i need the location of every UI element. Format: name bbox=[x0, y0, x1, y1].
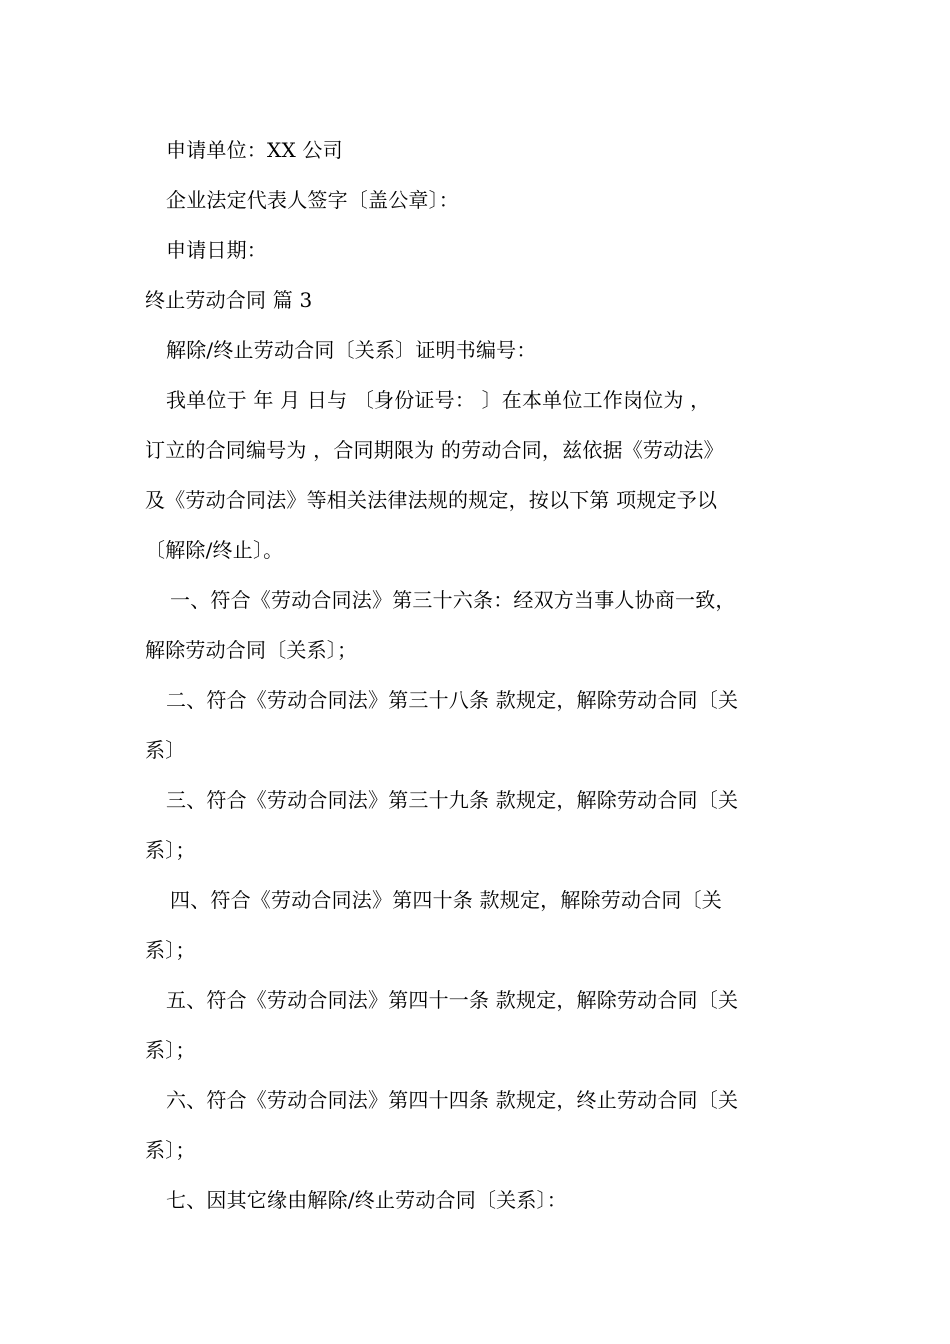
clause-item-5-cont: 系〕； bbox=[145, 1038, 196, 1062]
application-date-line: 申请日期： bbox=[166, 238, 267, 262]
clause-item-1-cont: 解除劳动合同〔关系〕； bbox=[145, 638, 358, 662]
clause-item-6-cont: 系〕； bbox=[145, 1138, 196, 1162]
clause-item-3-cont: 系〕； bbox=[145, 838, 196, 862]
legal-representative-line: 企业法定代表人签字〔盖公章〕： bbox=[166, 188, 459, 212]
paragraph-line: 及《劳动合同法》等相关法律法规的规定，按以下第 项规定予以 bbox=[145, 488, 718, 512]
clause-item-5: 五、符合《劳动合同法》第四十一条 款规定，解除劳动合同〔关 bbox=[166, 988, 739, 1012]
paragraph-line: 我单位于 年 月 日与 〔身份证号： 〕在本单位工作岗位为 ， bbox=[166, 388, 711, 412]
clause-item-4-cont: 系〕； bbox=[145, 938, 196, 962]
applicant-unit-line: 申请单位：XX 公司 bbox=[166, 138, 343, 162]
clause-item-6: 六、符合《劳动合同法》第四十四条 款规定，终止劳动合同〔关 bbox=[166, 1088, 739, 1112]
section-heading: 终止劳动合同 篇 3 bbox=[145, 288, 313, 312]
clause-item-7: 七、因其它缘由解除/终止劳动合同〔关系〕： bbox=[166, 1188, 567, 1212]
paragraph-line: 订立的合同编号为 ，合同期限为 的劳动合同，兹依据《劳动法》 bbox=[145, 438, 724, 462]
clause-item-3: 三、符合《劳动合同法》第三十九条 款规定，解除劳动合同〔关 bbox=[166, 788, 739, 812]
clause-item-4: 四、符合《劳动合同法》第四十条 款规定，解除劳动合同〔关 bbox=[170, 888, 722, 912]
clause-item-2: 二、符合《劳动合同法》第三十八条 款规定，解除劳动合同〔关 bbox=[166, 688, 739, 712]
clause-item-2-cont: 系〕 bbox=[145, 738, 186, 762]
paragraph-line: 〔解除/终止〕。 bbox=[145, 538, 284, 562]
certificate-number-line: 解除/终止劳动合同〔关系〕证明书编号： bbox=[166, 338, 537, 362]
clause-item-1: 一、符合《劳动合同法》第三十六条：经双方当事人协商一致， bbox=[170, 588, 736, 612]
